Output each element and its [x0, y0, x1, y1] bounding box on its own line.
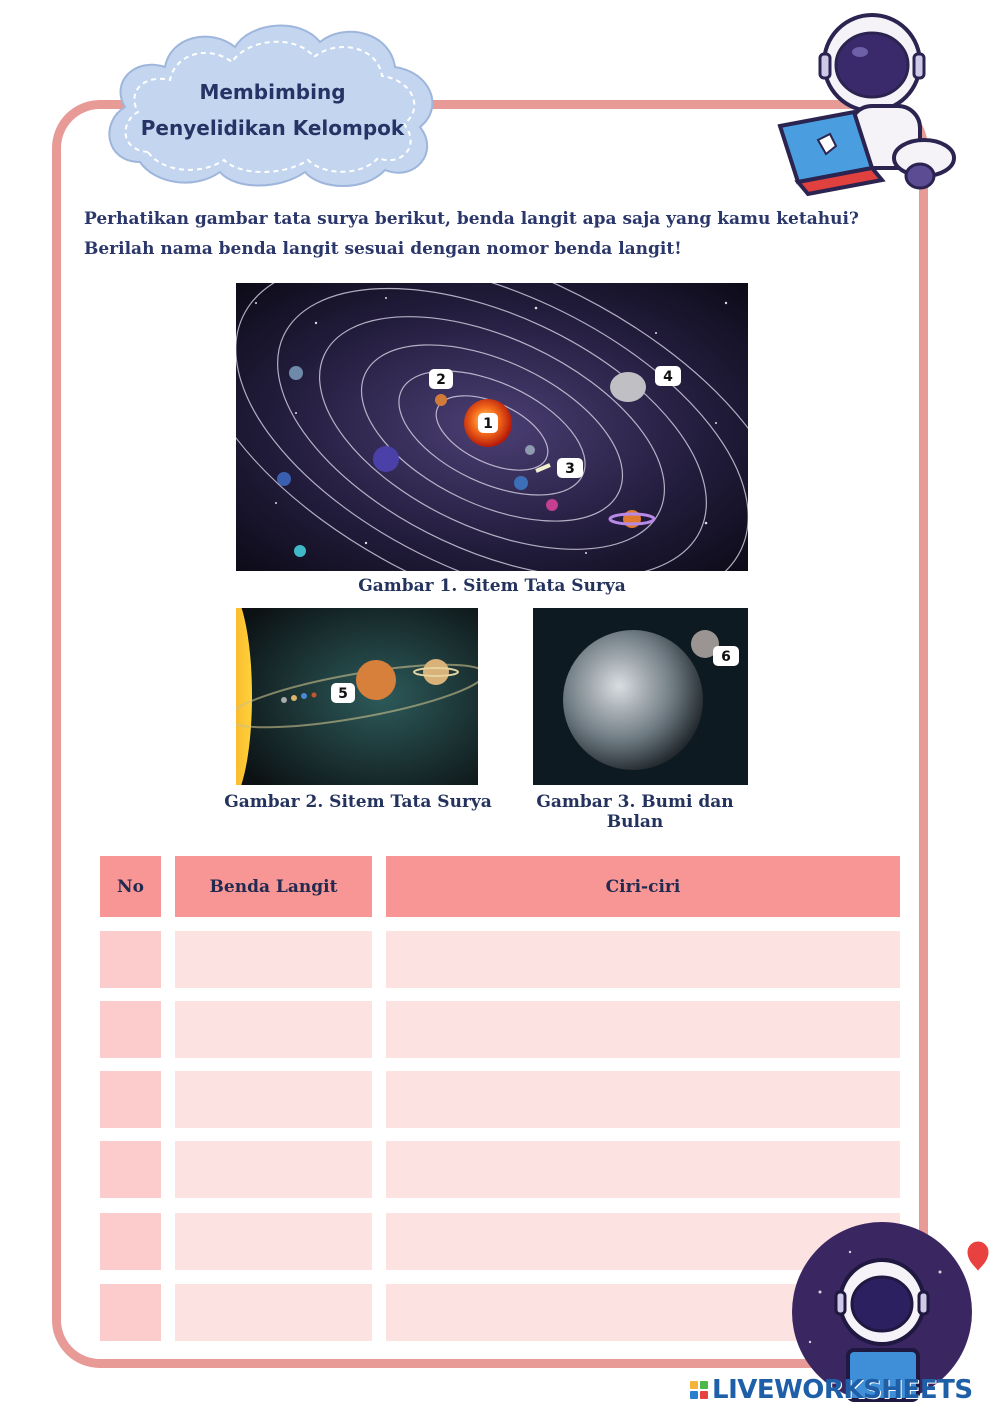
cell-no[interactable]	[100, 1284, 161, 1341]
figure-1-caption: Gambar 1. Sitem Tata Surya	[358, 576, 626, 596]
cell-benda-langit[interactable]	[175, 1213, 372, 1270]
title-line-1: Membimbing	[199, 80, 346, 104]
cell-no[interactable]	[100, 1141, 161, 1198]
earth-moon-picture	[533, 608, 748, 785]
earth-moon-image	[533, 608, 748, 785]
label-1: 1	[483, 416, 493, 432]
figure-2-caption: Gambar 2. Sitem Tata Surya	[224, 792, 492, 812]
solar-system-image-2	[236, 608, 478, 785]
cell-benda-langit[interactable]	[175, 1001, 372, 1058]
label-6: 6	[721, 649, 731, 665]
cell-ciri-ciri[interactable]	[386, 1071, 900, 1128]
header-no: No	[100, 856, 161, 917]
label-2: 2	[436, 372, 446, 388]
solar-system-image	[236, 283, 748, 571]
heart-icon	[966, 1240, 990, 1274]
brand-name: LIVEWORKSHEETS	[712, 1375, 973, 1405]
solar-system-picture-2	[236, 608, 478, 785]
cell-benda-langit[interactable]	[175, 1071, 372, 1128]
cell-benda-langit[interactable]	[175, 1141, 372, 1198]
cell-no[interactable]	[100, 1213, 161, 1270]
label-3: 3	[565, 461, 575, 477]
cell-benda-langit[interactable]	[175, 931, 372, 988]
astronaut-laptop-illustration	[772, 8, 972, 200]
header-benda-langit: Benda Langit	[175, 856, 372, 917]
cell-no[interactable]	[100, 931, 161, 988]
instruction-text: Perhatikan gambar tata surya berikut, benda langit apa saja yang kamu ketahui? Berilah nama benda langit sesuai dengan nomor benda langit!	[84, 209, 859, 259]
title-cloud	[100, 12, 445, 192]
cell-ciri-ciri[interactable]	[386, 1141, 900, 1198]
title-line-2: Penyelidikan Kelompok	[140, 116, 405, 140]
solar-system-picture	[236, 283, 748, 571]
cell-no[interactable]	[100, 1001, 161, 1058]
cell-no[interactable]	[100, 1071, 161, 1128]
liveworksheets-brand	[690, 1374, 990, 1406]
cell-ciri-ciri[interactable]	[386, 931, 900, 988]
page-title	[100, 74, 445, 146]
header-ciri-ciri: Ciri-ciri	[386, 856, 900, 917]
figure-3-caption: Gambar 3. Bumi dan Bulan	[536, 792, 734, 832]
cell-ciri-ciri[interactable]	[386, 1001, 900, 1058]
astronaut-icon	[772, 8, 972, 200]
cell-benda-langit[interactable]	[175, 1284, 372, 1341]
label-4: 4	[663, 369, 673, 385]
label-5: 5	[338, 686, 348, 702]
liveworksheets-logo-icon	[690, 1381, 708, 1399]
